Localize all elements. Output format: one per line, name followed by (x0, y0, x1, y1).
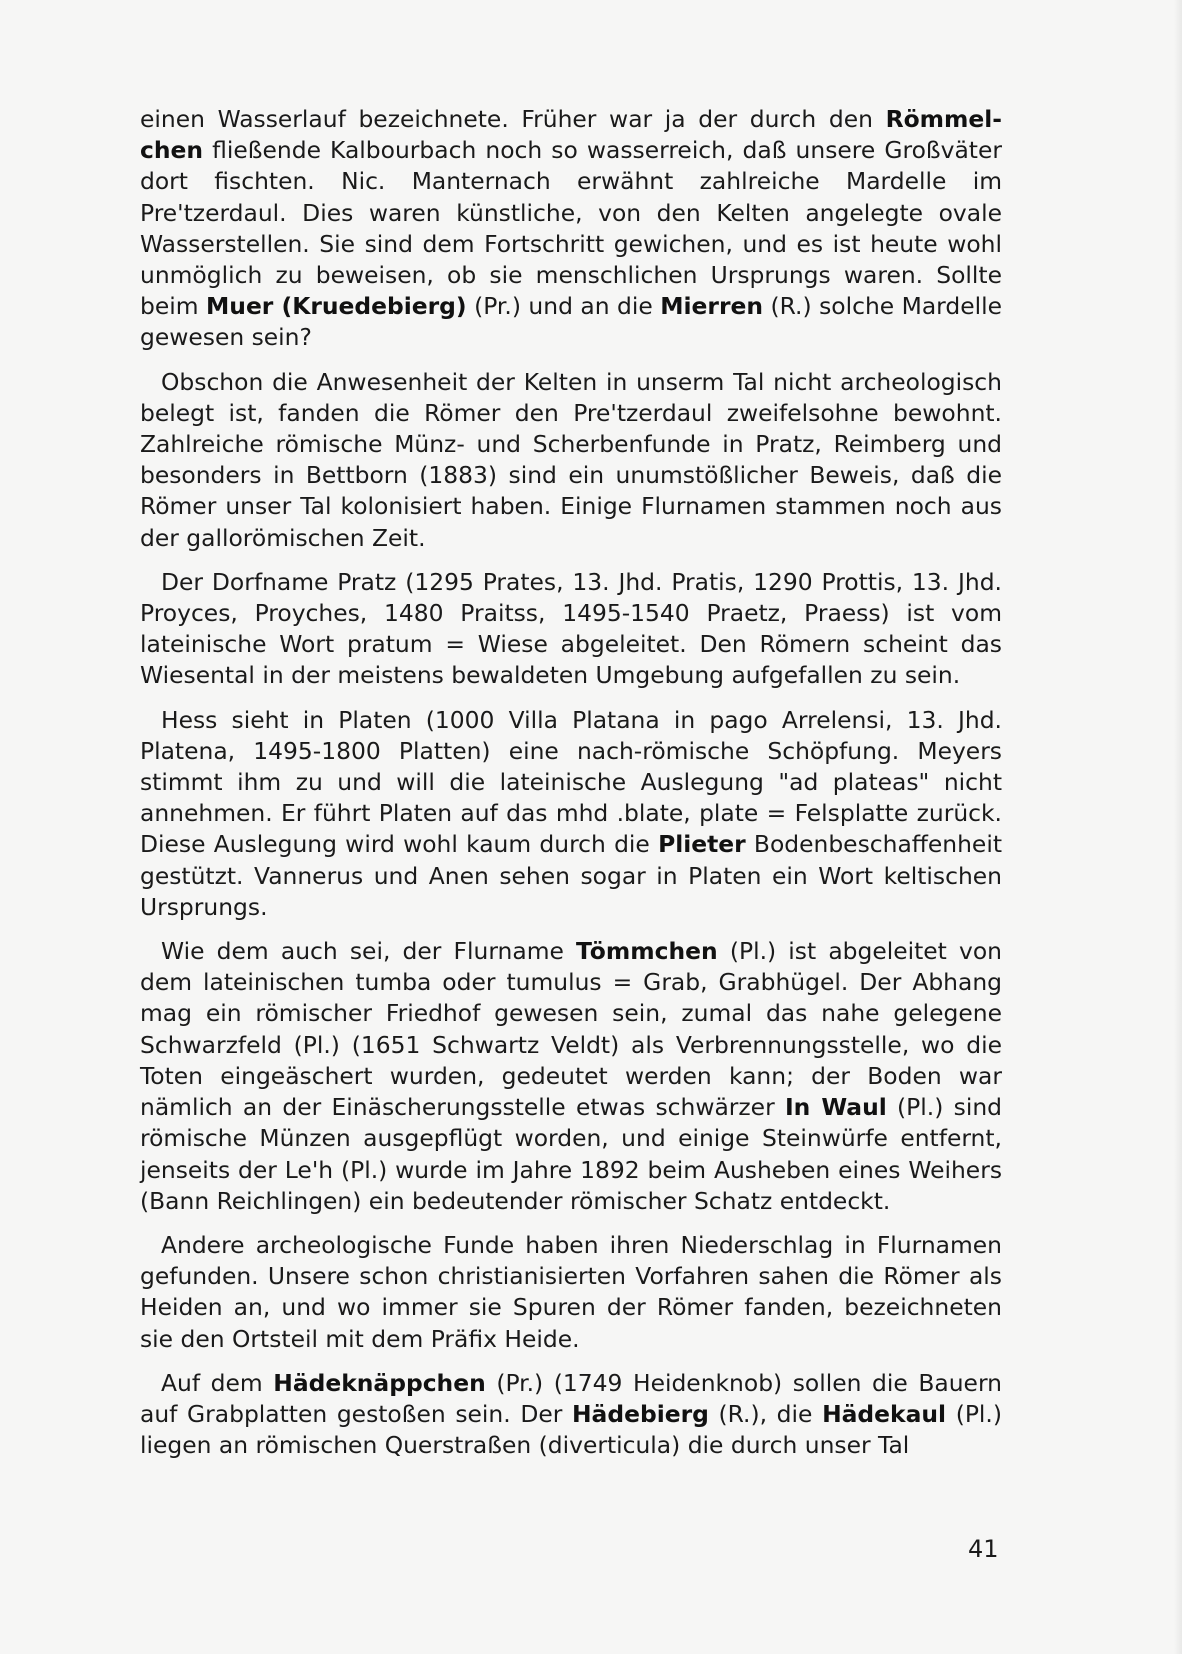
bold-term: Hädeknäppchen (273, 1368, 486, 1397)
text-run: fließende Kalbourbach noch so wasserreich, daß unsere Großväter dort fischten. Nic. Manternach erwähnt zahlreiche Mardelle im Pre'tzerdaul. Dies waren künstliche, von den Kelten angelegte ovale Wasserstellen. Sie sind dem Fortschritt gewichen, und es ist heute wohl unmöglich zu beweisen, ob sie menschlichen Ursprungs waren. Sollte beim (140, 136, 1002, 321)
text-run: (R.) solche Mardelle gewesen sein? (140, 292, 1002, 352)
text-run: einen Wasserlauf bezeichnete. Früher war ja der durch den (140, 105, 886, 133)
bold-term: In Waul (784, 1093, 887, 1122)
bold-term: Plieter (658, 830, 746, 859)
text-run: (Pl.) liegen an römischen Querstraßen (diverticula) die durch unser Tal (140, 1399, 1002, 1460)
paragraph (140, 367, 1002, 554)
paragraph (140, 104, 1002, 354)
page-number: 41 (968, 1535, 999, 1563)
text-run: (Pr.) und an die (466, 292, 661, 321)
text-run: Bodenbeschaffenheit gestützt. Vannerus und Anen sehen sogar in Platen ein Wort keltischen Ursprungs. (140, 830, 1002, 921)
text-run: (Pr.) (1749 Heidenknob) sollen die Bauern auf Grabplatten gestoßen sein. Der (140, 1368, 1002, 1428)
bold-term: Römmelchen (140, 105, 1002, 165)
paragraph (140, 1368, 1002, 1462)
text-run: Obschon die Anwesenheit der Kelten in unserm Tal nicht archeologisch belegt ist, fanden die Römer den Pre'tzerdaul zweifelsohne bewohnt. Zahlreiche römische Münz- und Scherbenfunde in Pratz, Reimberg und besonders in Bettborn (1883) sind ein unumstößlicher Beweis, daß die Römer unser Tal kolonisiert haben. Einige Flurnamen stammen noch aus der gallorömischen Zeit. (140, 367, 1002, 552)
text-run: Wie dem auch sei, der Flurname (161, 937, 577, 966)
bold-term: Hädekaul (822, 1399, 947, 1428)
bold-term: Muer (Kruedebierg) (206, 292, 467, 321)
text-run: Hess sieht in Platen (1000 Villa Platana in pago Arrelensi, 13. Jhd. Platena, 1495-1800 Platten) eine nach-römische Schöpfung. Meyers stimmt ihm zu und will die lateinische Auslegung "ad plateas" nicht annehmen. Er führt Platen auf das mhd .blate, plate = Felsplatte zurück. Diese Auslegung wird wohl kaum durch die (140, 705, 1002, 859)
paragraph (140, 567, 1002, 692)
text-run: (R.), die (708, 1399, 823, 1428)
body-text (140, 104, 1002, 1474)
page-edge-shadow (1174, 0, 1182, 1654)
bold-term: Tömmchen (576, 937, 718, 966)
paragraph (140, 1230, 1002, 1355)
text-run: Andere archeologische Funde haben ihren Niederschlag in Flurnamen gefunden. Unsere schon christianisierten Vorfahren sahen die Römer als Heiden an, und wo immer sie Spuren der Römer fanden, bezeichneten sie den Ortsteil mit dem Präfix Heide. (140, 1230, 1002, 1353)
bold-term: Mierren (660, 292, 764, 321)
text-run: Der Dorfname Pratz (1295 Prates, 13. Jhd. Pratis, 1290 Prottis, 13. Jhd. Proyces, Proyches, 1480 Praitss, 1495-1540 Praetz, Praess) ist vom lateinische Wort pratum = Wiese abgeleitet. Den Römern scheint das Wiesental in der meistens bewaldeten Umgebung aufgefallen zu sein. (140, 567, 1002, 690)
text-run: (Pl.) sind römische Münzen ausgepflügt worden, und einige Steinwürfe entfernt, jenseits der Le'h (Pl.) wurde im Jahre 1892 beim Ausheben eines Weihers (Bann Reichlingen) ein bedeutender römischer Schatz entdeckt. (140, 1093, 1002, 1215)
bold-term: Hädebierg (571, 1399, 709, 1428)
paragraph (140, 705, 1002, 923)
text-run: Auf dem (161, 1368, 274, 1397)
paragraph (140, 936, 1002, 1217)
text-run: (Pl.) ist abgeleitet von dem lateinischen tumba oder tumulus = Grab, Grabhügel. Der Abhang mag ein römischer Friedhof gewesen sein, zumal das nahe gelegene Schwarzfeld (Pl.) (1651 Schwartz Veldt) als Verbrennungsstelle, wo die Toten eingeäschert wurden, gedeutet werden kann; der Boden war nämlich an der Einäscherungsstelle etwas schwärzer (140, 937, 1002, 1122)
